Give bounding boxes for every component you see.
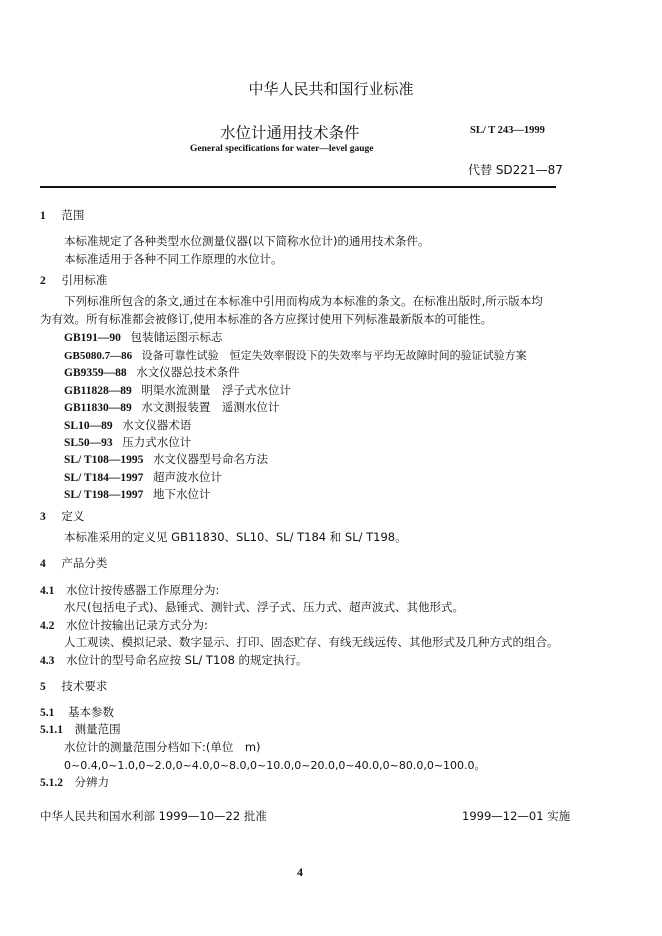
paragraph: 为有效。所有标准都会被修订,使用本标准的各方应探讨使用下列标准最新版本的可能性。 bbox=[40, 312, 493, 326]
reference-item bbox=[64, 347, 527, 363]
section-title: 引用标准 bbox=[61, 273, 108, 287]
reference-item bbox=[64, 329, 223, 345]
clause-number: 5.1.1 bbox=[40, 724, 63, 736]
section-title: 范围 bbox=[61, 208, 85, 222]
reference-title: 超声波水位计 bbox=[153, 470, 223, 484]
paragraph: 人工观读、模拟记录、数字显示、打印、固态贮存、有线无线远传、其他形式及几种方式的组合。 bbox=[64, 635, 559, 649]
header-divider bbox=[40, 186, 556, 188]
document-title-zh: 水位计通用技术条件 bbox=[220, 124, 360, 142]
reference-item bbox=[64, 451, 268, 467]
section-title: 技术要求 bbox=[61, 679, 108, 693]
section-4-heading bbox=[40, 555, 107, 571]
section-1-heading bbox=[40, 207, 84, 223]
reference-code: GB5080.7—86 bbox=[64, 350, 133, 362]
approval-line: 中华人民共和国水利部 1999—10—22 批准 bbox=[40, 809, 267, 823]
paragraph: 本标准规定了各种类型水位测量仪器(以下简称水位计)的通用技术条件。 bbox=[64, 234, 430, 248]
paragraph: 本标准采用的定义见 GB11830、SL10、SL/ T184 和 SL/ T198。 bbox=[64, 530, 407, 544]
paragraph: 本标准适用于各种不同工作原理的水位计。 bbox=[64, 252, 283, 266]
clause-4-3 bbox=[40, 652, 308, 668]
section-2-heading bbox=[40, 272, 107, 288]
paragraph: 水尺(包括电子式)、悬锤式、测针式、浮子式、压力式、超声波式、其他形式。 bbox=[64, 600, 464, 614]
industry-standard-heading: 中华人民共和国行业标准 bbox=[248, 80, 414, 98]
section-title: 定义 bbox=[61, 509, 85, 523]
clause-4-1 bbox=[40, 582, 219, 598]
clause-number: 5.1.2 bbox=[40, 777, 63, 789]
clause-5-1 bbox=[40, 704, 114, 720]
clause-title: 测量范围 bbox=[74, 722, 121, 736]
reference-item bbox=[64, 469, 222, 485]
section-title: 产品分类 bbox=[61, 556, 108, 570]
clause-number: 4.3 bbox=[40, 655, 55, 667]
document-title-en: General specifications for water—level gauge bbox=[190, 144, 374, 154]
reference-item bbox=[64, 382, 291, 398]
reference-title: 设备可靠性试验 恒定失效率假设下的失效率与平均无故障时间的验证试验方案 bbox=[141, 349, 527, 362]
reference-code: SL/ T198—1997 bbox=[64, 489, 144, 501]
section-number: 3 bbox=[40, 511, 46, 523]
paragraph: 水位计的测量范围分档如下:(单位 m) bbox=[64, 740, 261, 754]
clause-number: 5.1 bbox=[40, 707, 55, 719]
clause-title: 水位计的型号命名应按 SL/ T108 的规定执行。 bbox=[66, 653, 308, 667]
paragraph: 下列标准所包含的条文,通过在本标准中引用而构成为本标准的条文。在标准出版时,所示版本均 bbox=[64, 294, 543, 308]
clause-5-1-2 bbox=[40, 774, 109, 790]
standard-number: SL/ T 243—1999 bbox=[470, 125, 545, 136]
reference-title: 水文仪器总技术条件 bbox=[136, 365, 240, 379]
reference-title: 压力式水位计 bbox=[122, 435, 192, 449]
section-5-heading bbox=[40, 678, 107, 694]
reference-code: SL/ T108—1995 bbox=[64, 454, 144, 466]
clause-4-2 bbox=[40, 617, 208, 633]
clause-title: 基本参数 bbox=[68, 705, 115, 719]
section-3-heading bbox=[40, 508, 84, 524]
reference-item bbox=[64, 364, 240, 380]
reference-code: SL10—89 bbox=[64, 420, 113, 432]
reference-item bbox=[64, 434, 191, 450]
replaces-note: 代替 SD221—87 bbox=[468, 163, 563, 177]
reference-title: 水文仪器术语 bbox=[122, 418, 192, 432]
reference-code: GB11828—89 bbox=[64, 385, 132, 397]
reference-code: SL/ T184—1997 bbox=[64, 472, 144, 484]
reference-item bbox=[64, 417, 191, 433]
clause-title: 水位计按传感器工作原理分为: bbox=[66, 583, 220, 597]
clause-5-1-1 bbox=[40, 721, 121, 737]
section-number: 4 bbox=[40, 558, 46, 570]
reference-code: SL50—93 bbox=[64, 437, 113, 449]
effective-line: 1999—12—01 实施 bbox=[462, 809, 571, 823]
reference-code: GB9359—88 bbox=[64, 367, 127, 379]
reference-title: 地下水位计 bbox=[153, 487, 211, 501]
range-list: 0~0.4,0~1.0,0~2.0,0~4.0,0~8.0,0~10.0,0~20.0,0~40.0,0~80.0,0~100.0。 bbox=[64, 759, 486, 772]
reference-title: 明渠水流测量 浮子式水位计 bbox=[141, 383, 291, 397]
section-number: 1 bbox=[40, 210, 46, 222]
section-number: 5 bbox=[40, 681, 46, 693]
reference-code: GB11830—89 bbox=[64, 402, 132, 414]
clause-title: 水位计按输出记录方式分为: bbox=[66, 618, 208, 632]
reference-item bbox=[64, 399, 279, 415]
reference-item bbox=[64, 486, 211, 502]
reference-title: 水文测报装置 遥测水位计 bbox=[141, 400, 280, 414]
clause-number: 4.2 bbox=[40, 620, 55, 632]
reference-code: GB191—90 bbox=[64, 332, 121, 344]
clause-title: 分辨力 bbox=[74, 775, 110, 789]
reference-title: 包装储运图示标志 bbox=[130, 330, 223, 344]
clause-number: 4.1 bbox=[40, 585, 55, 597]
page-number: 4 bbox=[297, 865, 303, 879]
reference-title: 水文仪器型号命名方法 bbox=[153, 452, 269, 466]
section-number: 2 bbox=[40, 275, 46, 287]
